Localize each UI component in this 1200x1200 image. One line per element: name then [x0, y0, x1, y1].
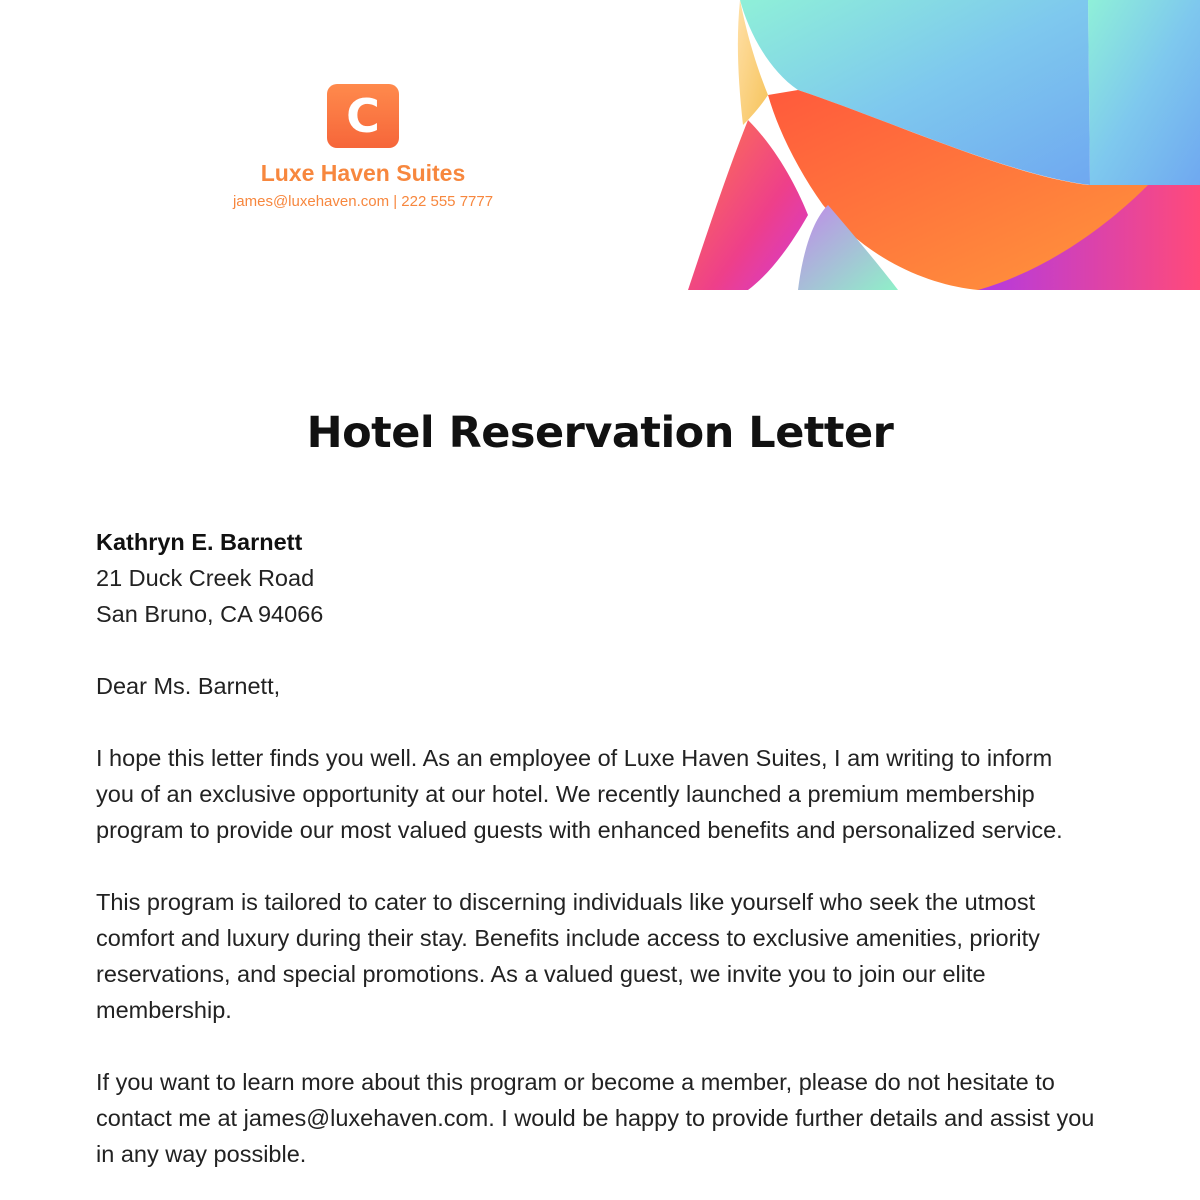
- letter-body: [96, 524, 1096, 1172]
- decorative-header-graphic: [688, 0, 1200, 290]
- recipient-name: Kathryn E. Barnett: [96, 529, 303, 555]
- brand-block: [200, 84, 526, 212]
- salutation: Dear Ms. Barnett,: [96, 673, 281, 699]
- recipient-block: [96, 524, 1096, 632]
- paragraph-3: If you want to learn more about this program or become a member, please do not hesitate to contact me at james@luxehaven.com. I would be happy to provide further details and assist you in any way possible.: [96, 1069, 1095, 1167]
- paragraph-1: I hope this letter finds you well. As an employee of Luxe Haven Suites, I am writing to inform you of an exclusive opportunity at our hotel. We recently launched a premium membership program to provide our most valued guests with enhanced benefits and personalized service.: [96, 745, 1063, 843]
- paragraph-2: This program is tailored to cater to discerning individuals like yourself who seek the utmost comfort and luxury during their stay. Benefits include access to exclusive amenities, priority reservations, and special promotions. As a valued guest, we invite you to join our elite membership.: [96, 889, 1040, 1023]
- recipient-address-line2: San Bruno, CA 94066: [96, 601, 324, 627]
- logo-letter: C: [346, 89, 380, 143]
- recipient-address-line1: 21 Duck Creek Road: [96, 565, 315, 591]
- company-logo: [327, 84, 399, 148]
- company-name: Luxe Haven Suites: [260, 160, 466, 186]
- page-title: Hotel Reservation Letter: [306, 408, 894, 458]
- company-contact: james@luxehaven.com | 222 555 7777: [232, 193, 494, 210]
